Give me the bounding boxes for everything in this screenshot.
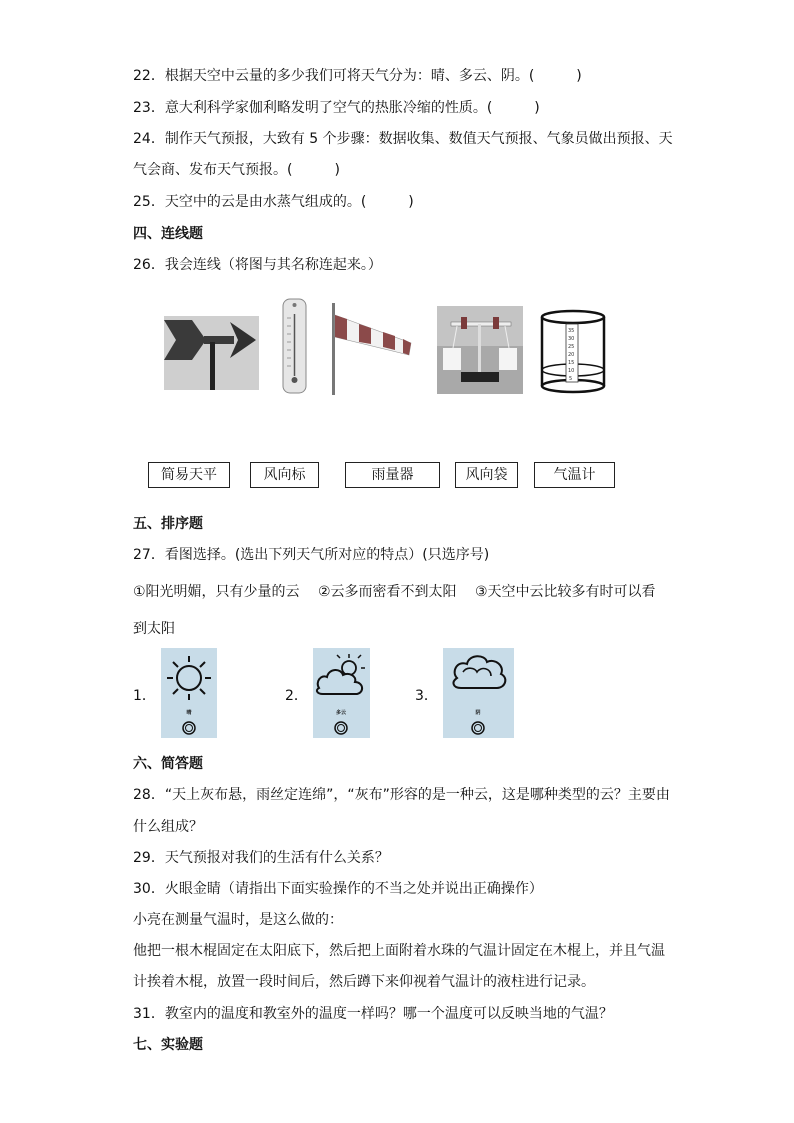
question-27-options-line1: ①阳光明媚，只有少量的云 ②云多而密看不到太阳 ③天空中云比较多有时可以看 xyxy=(133,584,656,600)
question-24-line2: 气会商、发布天气预报。( ) xyxy=(133,162,340,178)
question-29: 29．天气预报对我们的生活有什么关系？ xyxy=(133,850,389,866)
svg-text:35: 35 xyxy=(568,328,575,334)
section-title-short-answer: 六、简答题 xyxy=(133,756,203,772)
question-24-line1: 24．制作天气预报，大致有 5 个步骤：数据收集、数值天气预报、气象员做出预报、天 xyxy=(133,131,673,147)
wind-vane-image xyxy=(164,316,259,390)
svg-text:30: 30 xyxy=(568,336,575,342)
question-30-line3: 他把一根木棍固定在太阳底下，然后把上面附着水珠的气温计固定在木棍上，并且气温 xyxy=(133,943,665,959)
svg-text:15: 15 xyxy=(568,360,575,366)
rain-gauge-image xyxy=(538,308,608,396)
question-30-line4: 计挨着木棍，放置一段时间后，然后蹲下来仰视着气温计的液柱进行记录。 xyxy=(133,974,595,990)
question-30-line1: 30．火眼金睛（请指出下面实验操作的不当之处并说出正确操作） xyxy=(133,881,543,897)
name-box-simple-balance: 简易天平 xyxy=(148,462,230,488)
simple-balance-image xyxy=(437,306,523,394)
question-28-line2: 什么组成？ xyxy=(133,819,203,835)
partly-cloudy-weather-image xyxy=(313,648,370,738)
name-box-windsock: 风向袋 xyxy=(455,462,518,488)
weather-item-3-number: 3． xyxy=(415,688,438,704)
section-title-experiment: 七、实验题 xyxy=(133,1037,203,1053)
partly-cloudy-caption: 多云 xyxy=(335,710,347,716)
question-23: 23．意大利科学家伽利略发明了空气的热胀冷缩的性质。( ) xyxy=(133,100,540,116)
name-box-rain-gauge: 雨量器 xyxy=(345,462,440,488)
question-31: 31．教室内的温度和教室外的温度一样吗？哪一个温度可以反映当地的气温？ xyxy=(133,1006,613,1022)
question-30-line2: 小亮在测量气温时，是这么做的： xyxy=(133,912,343,928)
svg-text:5: 5 xyxy=(569,376,573,382)
question-27-options-line2: 到太阳 xyxy=(133,621,175,637)
weather-item-1-number: 1． xyxy=(133,688,156,704)
question-27: 27．看图选择。(选出下列天气所对应的特点）(只选序号) xyxy=(133,547,490,563)
svg-text:10: 10 xyxy=(568,368,575,374)
section-title-ordering: 五、排序题 xyxy=(133,516,203,532)
overcast-weather-image xyxy=(443,648,514,738)
sunny-weather-image xyxy=(161,648,217,738)
name-box-thermometer: 气温计 xyxy=(534,462,615,488)
question-28-line1: 28．“天上灰布悬，雨丝定连绵”，“灰布”形容的是一种云，这是哪种类型的云？主要由 xyxy=(133,787,670,803)
weather-item-2-number: 2． xyxy=(285,688,308,704)
section-title-matching: 四、连线题 xyxy=(133,226,203,242)
svg-text:20: 20 xyxy=(568,352,575,358)
svg-text:25: 25 xyxy=(568,344,575,350)
overcast-caption: 阴 xyxy=(475,710,481,716)
question-26: 26．我会连线（将图与其名称连起来。） xyxy=(133,257,382,273)
question-22: 22．根据天空中云量的多少我们可将天气分为：晴、多云、阴。( ) xyxy=(133,68,582,84)
thermometer-image xyxy=(282,298,307,394)
sunny-caption: 晴 xyxy=(186,710,192,716)
question-25: 25．天空中的云是由水蒸气组成的。( ) xyxy=(133,194,414,210)
name-box-wind-vane: 风向标 xyxy=(250,462,319,488)
windsock-image xyxy=(331,303,416,395)
